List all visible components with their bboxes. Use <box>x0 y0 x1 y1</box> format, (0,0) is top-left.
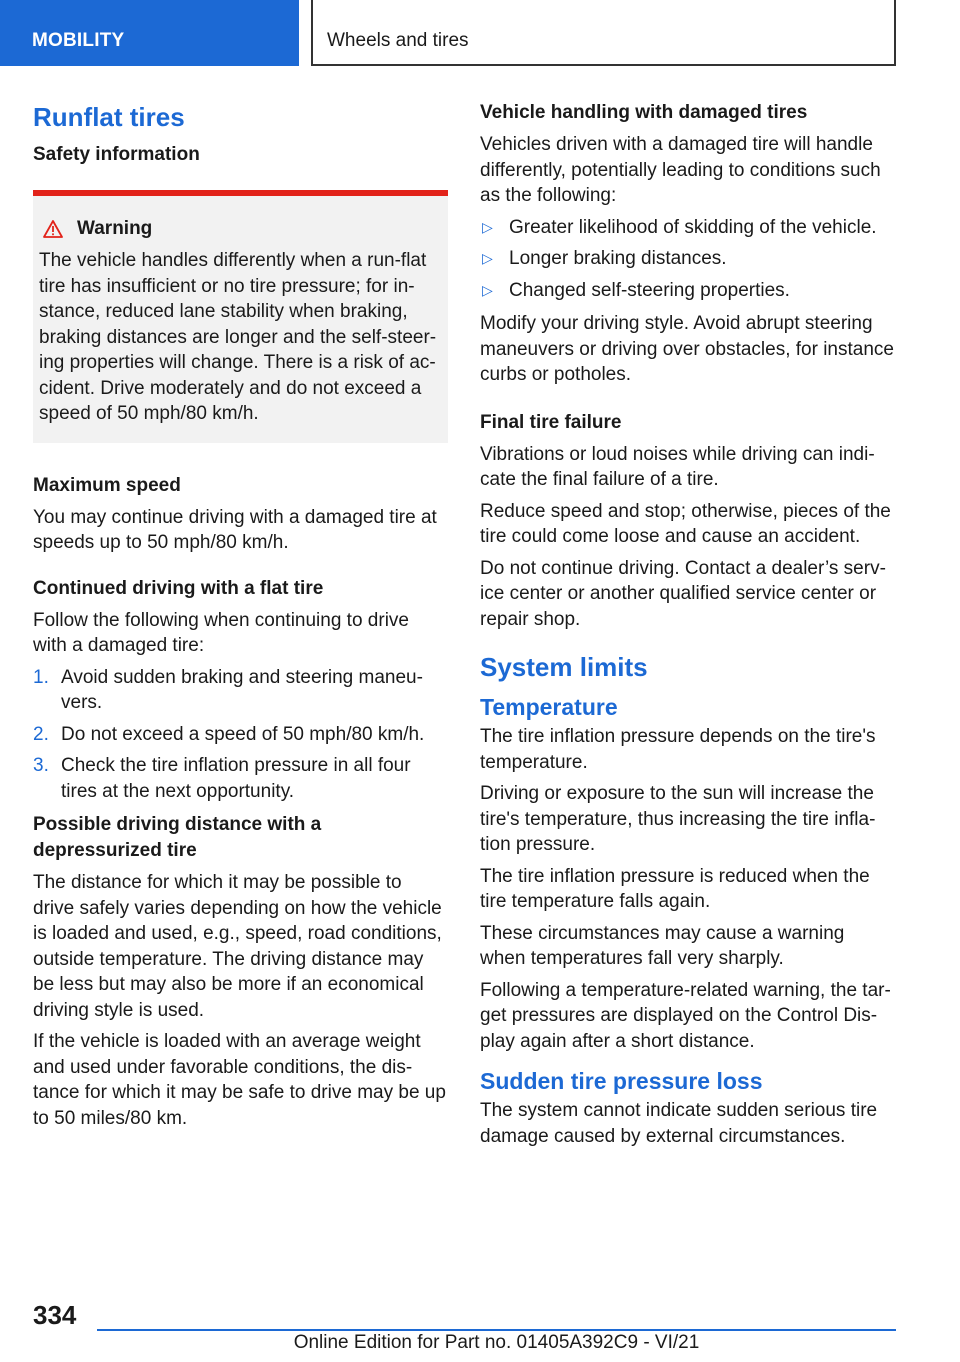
step-number: 3. <box>33 755 49 776</box>
warning-text: The vehicle handles differently when a run-flat tire has insufficient or no tire pressure; for in- stance, reduced lane stability when braking, braking distances are longer and the self-steer- ing properties will change. There is a risk of ac- cident. Drive moderately and do not exceed a speed of 50 mph/80 km/h. <box>39 250 437 424</box>
final-failure-text-1: Vibrations or loud noises while driving can indi- cate the final failure of a tire. <box>480 443 875 490</box>
driving-distance-text: The distance for which it may be possible to drive safely varies depending on how the vehicle is loaded and used, e.g., speed, road conditions, outside temperature. The driving distance may be less but may also be more if an economical driving style is used. <box>33 872 442 1021</box>
list-item: 3. Check the tire inflation pressure in all four tires at the next opportunity. <box>33 753 448 804</box>
section-label: MOBILITY <box>0 0 299 66</box>
left-column <box>33 100 448 1137</box>
max-speed-heading: Maximum speed <box>33 474 181 496</box>
system-limits-heading: System limits <box>480 652 648 682</box>
bullet-triangle-icon: ▷ <box>482 218 493 235</box>
list-item: 2. Do not exceed a speed of 50 mph/80 km/h. <box>33 722 448 748</box>
continued-driving-steps <box>33 665 448 805</box>
step-number: 1. <box>33 666 49 688</box>
pressure-loss-text: The system cannot indicate sudden serious tire damage caused by external circumstances. <box>480 1100 878 1147</box>
bullet-triangle-icon: ▷ <box>482 250 493 266</box>
vehicle-handling-intro: Vehicles driven with a damaged tire will handle differently, potentially leading to conditions such as the following: <box>480 134 881 206</box>
final-failure-heading: Final tire failure <box>480 411 622 433</box>
chapter-title: Wheels and tires <box>311 0 896 66</box>
footer-divider <box>97 1329 896 1331</box>
handling-conditions-list <box>480 215 896 304</box>
temperature-text-1: The tire inflation pressure depends on the tire's temperature. <box>480 726 876 773</box>
final-failure-text-3: Do not continue driving. Contact a dealer’s serv- ice center or another qualified service center or repair shop. <box>480 557 886 630</box>
page-header <box>0 0 960 66</box>
list-item: 1. Avoid sudden braking and steering maneu- vers. <box>33 665 448 716</box>
temperature-text-5: Following a temperature-related warning, the tar- get pressures are displayed on the Control Dis- play again after a short distance. <box>480 979 891 1052</box>
bullet-triangle-icon: ▷ <box>482 281 493 298</box>
vehicle-handling-heading: Vehicle handling with damaged tires <box>480 102 808 123</box>
runflat-heading: Runflat tires <box>33 102 185 132</box>
driving-style-text: Modify your driving style. Avoid abrupt steering maneuvers or driving over obstacles, for instance curbs or potholes. <box>480 313 894 385</box>
average-weight-text: If the vehicle is loaded with an average weight and used under favorable conditions, the dis- tance for which it may be safe to drive may be up to 50 miles/80 km. <box>33 1031 446 1129</box>
warning-header <box>39 218 438 240</box>
right-column <box>480 100 896 1155</box>
temperature-heading: Temperature <box>480 694 618 720</box>
temperature-text-2: Driving or exposure to the sun will increase the tire's temperature, thus increasing the tire infla- tion pressure. <box>480 783 876 855</box>
edition-note: Online Edition for Part no. 01405A392C9 - VI/21 <box>293 1332 700 1353</box>
list-item: ▷ Longer braking distances. <box>480 246 896 272</box>
step-number: 2. <box>33 723 49 745</box>
temperature-text-4: These circumstances may cause a warning when temperatures fall very sharply. <box>480 922 845 969</box>
temperature-text-3: The tire inflation pressure is reduced when the tire temperature falls again. <box>480 865 870 912</box>
pressure-loss-heading: Sudden tire pressure loss <box>480 1068 763 1094</box>
final-failure-text-2: Reduce speed and stop; otherwise, pieces of the tire could come loose and cause an accident. <box>480 500 891 547</box>
continued-driving-intro: Follow the following when continuing to drive with a damaged tire: <box>33 609 409 656</box>
page-number: 334 <box>33 1300 77 1330</box>
list-item: ▷ Changed self-steering properties. <box>480 278 896 304</box>
warning-title: Warning <box>77 218 153 239</box>
safety-info-heading: Safety information <box>33 144 200 165</box>
max-speed-text: You may continue driving with a damaged tire at speeds up to 50 mph/80 km/h. <box>33 506 437 553</box>
continued-driving-heading: Continued driving with a flat tire <box>33 577 324 599</box>
driving-distance-heading: Possible driving distance with a depressurized tire <box>33 814 322 861</box>
warning-triangle-icon <box>43 220 63 238</box>
list-item: ▷ Greater likelihood of skidding of the vehicle. <box>480 215 896 241</box>
warning-box <box>33 190 448 443</box>
